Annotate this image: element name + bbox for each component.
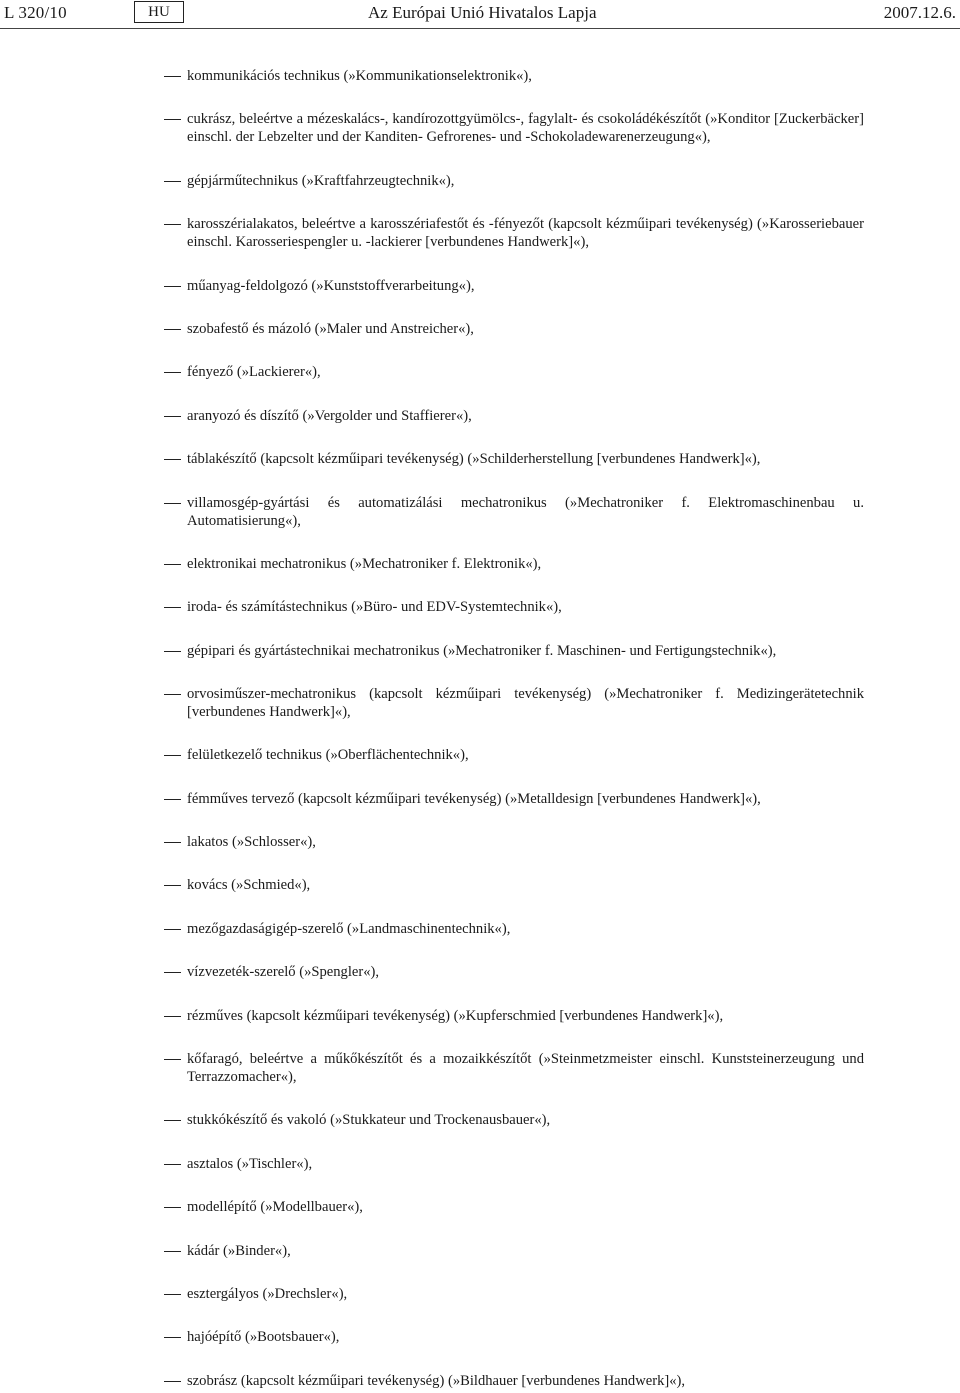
language-code-box: HU <box>134 1 184 23</box>
em-dash-bullet <box>164 181 181 182</box>
em-dash-bullet <box>164 929 181 930</box>
em-dash-bullet <box>164 755 181 756</box>
em-dash-bullet <box>164 224 181 225</box>
list-item <box>164 1007 864 1025</box>
list-item-text: gépipari és gyártástechnikai mechatronikus (»Mechatroniker f. Maschinen- und Fertigungstechnik«), <box>187 643 777 659</box>
list-item <box>164 407 864 425</box>
list-item-text: villamosgép-gyártási és automatizálási mechatronikus (»Mechatroniker f. Elektromaschinenbau u. Automatisierung«), <box>187 495 864 529</box>
list-item <box>164 598 864 616</box>
list-item <box>164 642 864 660</box>
list-item-text: szobrász (kapcsolt kézműipari tevékenység) (»Bildhauer [verbundenes Handwerk]«), <box>187 1373 686 1389</box>
list-item-text: modellépítő (»Modellbauer«), <box>187 1199 363 1215</box>
list-item <box>164 1328 864 1346</box>
list-item <box>164 172 864 190</box>
list-item <box>164 320 864 338</box>
page-reference: L 320/10 <box>4 3 67 22</box>
list-item <box>164 920 864 938</box>
list-item-text: elektronikai mechatronikus (»Mechatroniker f. Elektronik«), <box>187 556 542 572</box>
em-dash-bullet <box>164 372 181 373</box>
em-dash-bullet <box>164 1059 181 1060</box>
list-item <box>164 790 864 808</box>
list-item-text: szobafestő és mázoló (»Maler und Anstreicher«), <box>187 321 474 337</box>
em-dash-bullet <box>164 1016 181 1017</box>
list-item <box>164 1372 864 1390</box>
list-item <box>164 833 864 851</box>
em-dash-bullet <box>164 564 181 565</box>
list-item <box>164 876 864 894</box>
list-item-text: iroda- és számítástechnikus (»Büro- und EDV-Systemtechnik«), <box>187 599 562 615</box>
em-dash-bullet <box>164 607 181 608</box>
list-item-text: kádár (»Binder«), <box>187 1243 291 1259</box>
list-item <box>164 685 864 721</box>
em-dash-bullet <box>164 503 181 504</box>
list-item-text: cukrász, beleértve a mézeskalács-, kandírozottgyümölcs-, fagylalt- és csokoládékészítőt (»Konditor [Zuckerbäcker] einschl. der Lebzelter und der Kanditen- Gefrorenes- und -Schokoladewarenerzeugung«), <box>187 111 864 145</box>
em-dash-bullet <box>164 119 181 120</box>
em-dash-bullet <box>164 885 181 886</box>
list-item-text: rézműves (kapcsolt kézműipari tevékenység) (»Kupferschmied [verbundenes Handwerk]«), <box>187 1008 724 1024</box>
list-item-text: lakatos (»Schlosser«), <box>187 834 316 850</box>
em-dash-bullet <box>164 76 181 77</box>
list-item <box>164 1242 864 1260</box>
list-item-text: felületkezelő technikus (»Oberflächentechnik«), <box>187 747 469 763</box>
list-item-text: fényező (»Lackierer«), <box>187 364 321 380</box>
list-item-text: táblakészítő (kapcsolt kézműipari tevékenység) (»Schilderherstellung [verbundenes Handwerk]«), <box>187 451 761 467</box>
list-item-text: mezőgazdaságigép-szerelő (»Landmaschinentechnik«), <box>187 921 511 937</box>
em-dash-bullet <box>164 459 181 460</box>
list-item-text: műanyag-feldolgozó (»Kunststoffverarbeitung«), <box>187 278 475 294</box>
list-item-text: fémműves tervező (kapcsolt kézműipari tevékenység) (»Metalldesign [verbundenes Handwerk]«), <box>187 791 761 807</box>
em-dash-bullet <box>164 651 181 652</box>
list-item-text: kovács (»Schmied«), <box>187 877 311 893</box>
em-dash-bullet <box>164 1381 181 1382</box>
list-item <box>164 67 864 85</box>
list-item-text: esztergályos (»Drechsler«), <box>187 1286 348 1302</box>
list-item-text: hajóépítő (»Bootsbauer«), <box>187 1329 340 1345</box>
em-dash-bullet <box>164 1207 181 1208</box>
list-item-text: karosszérialakatos, beleértve a karosszériafestőt és -fényezőt (kapcsolt kézműipari tevékenység) (»Karosseriebauer einschl. Karosseriespengler u. -lackierer [verbundenes Handwerk]«), <box>187 216 864 250</box>
em-dash-bullet <box>164 1294 181 1295</box>
list-item-text: aranyozó és díszítő (»Vergolder und Staffierer«), <box>187 408 472 424</box>
em-dash-bullet <box>164 842 181 843</box>
list-item <box>164 746 864 764</box>
list-item <box>164 277 864 295</box>
em-dash-bullet <box>164 1164 181 1165</box>
em-dash-bullet <box>164 1120 181 1121</box>
list-item-text: vízvezeték-szerelő (»Spengler«), <box>187 964 380 980</box>
em-dash-bullet <box>164 416 181 417</box>
list-item <box>164 1155 864 1173</box>
list-item-text: orvosiműszer-mechatronikus (kapcsolt kézműipari tevékenység) (»Mechatroniker f. Medizingerätetechnik [verbundenes Handwerk]«), <box>187 686 864 720</box>
list-item-text: kőfaragó, beleértve a műkőkészítőt és a mozaikkészítőt (»Steinmetzmeister einschl. Kunststeinerzeugung und Terrazzomacher«), <box>187 1051 864 1085</box>
list-item-text: gépjárműtechnikus (»Kraftfahrzeugtechnik«), <box>187 173 455 189</box>
list-item <box>164 110 864 146</box>
list-item-text: asztalos (»Tischler«), <box>187 1156 313 1172</box>
list-item-text: kommunikációs technikus (»Kommunikationselektronik«), <box>187 68 532 84</box>
list-item <box>164 1050 864 1086</box>
list-item <box>164 1111 864 1129</box>
list-item <box>164 215 864 251</box>
em-dash-bullet <box>164 799 181 800</box>
list-item <box>164 555 864 573</box>
list-item-text: stukkókészítő és vakoló (»Stukkateur und Trockenausbauer«), <box>187 1112 551 1128</box>
list-item <box>164 963 864 981</box>
em-dash-bullet <box>164 972 181 973</box>
publication-date: 2007.12.6. <box>883 3 956 22</box>
em-dash-bullet <box>164 1337 181 1338</box>
em-dash-bullet <box>164 329 181 330</box>
list-item <box>164 363 864 381</box>
journal-title: Az Európai Unió Hivatalos Lapja <box>368 3 597 22</box>
em-dash-bullet <box>164 286 181 287</box>
list-item <box>164 1198 864 1216</box>
em-dash-bullet <box>164 694 181 695</box>
em-dash-bullet <box>164 1251 181 1252</box>
list-item <box>164 1285 864 1303</box>
list-item <box>164 450 864 468</box>
list-item <box>164 494 864 530</box>
